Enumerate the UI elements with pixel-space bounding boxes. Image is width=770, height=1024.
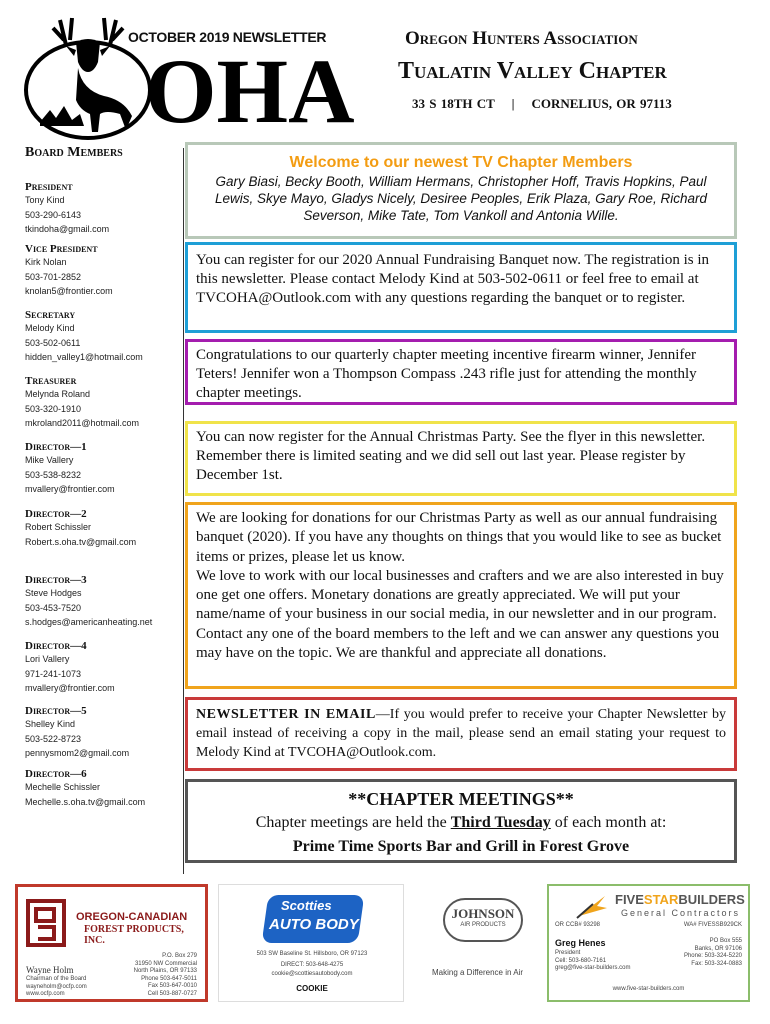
member-role: Vice President xyxy=(25,243,98,255)
member-name: Steve Hodges xyxy=(25,588,82,598)
fivestar-address-line: PO Box 555 xyxy=(709,938,742,944)
scotties-address: 503 SW Baseline St. Hillsboro, OR 97123 xyxy=(256,951,368,957)
member-role: Director—2 xyxy=(25,508,87,520)
donations-box xyxy=(185,502,737,689)
member-phone: 971-241-1073 xyxy=(25,668,82,679)
member-phone: 503-538-8232 xyxy=(25,469,82,480)
member-phone: 503-701-2852 xyxy=(25,271,82,282)
member-email[interactable]: mvallery@frontier.com xyxy=(25,484,115,494)
email-newsletter-box xyxy=(185,697,737,771)
logo-text: OHA xyxy=(145,40,355,142)
board-member xyxy=(25,508,195,549)
member-phone: 503-502-0611 xyxy=(25,337,81,348)
member-role: Director—5 xyxy=(25,705,87,717)
donations-paragraph-2: We love to work with our local businesses and crafters and we are also interested in buy one get one offers. Monetary donations are greatly appreciated. We will put your name/name of your business in our social media, in our newsletter and in our program. Contact any one of the board members to the left and we can answer any questions you may have on the topic. We are thankful and appreciate all donations. xyxy=(196,567,724,662)
scotties-contact: COOKIE xyxy=(296,984,328,993)
member-email[interactable]: knolan5@frontier.com xyxy=(25,286,113,296)
member-phone: 503-453-7520 xyxy=(25,602,82,613)
meetings-line-pre: Chapter meetings are held the xyxy=(255,814,451,831)
member-email[interactable]: Robert.s.oha.tv@gmail.com xyxy=(25,536,137,547)
member-role: President xyxy=(25,181,73,193)
fivestar-subtitle: General Contractors xyxy=(621,908,741,918)
johnson-tagline: Making a Difference in Air xyxy=(431,968,523,977)
member-phone: 503-522-8723 xyxy=(25,733,82,744)
member-name: Lori Vallery xyxy=(25,654,70,664)
oc-name-2: FOREST PRODUCTS, INC. xyxy=(84,924,184,946)
oc-address-line: North Plains, OR 97133 xyxy=(133,968,197,974)
welcome-box xyxy=(185,142,737,239)
fivestar-contact-name: Greg Henes xyxy=(555,938,606,948)
member-role: Director—3 xyxy=(25,574,87,586)
newsletter-date: OCTOBER 2019 NEWSLETTER xyxy=(128,29,327,45)
oc-address-line: P.O. Box 279 xyxy=(162,953,197,959)
chapter-address: 33 S 18TH CT | CORNELIUS, OR 97113 xyxy=(412,96,672,111)
sponsor-scotties xyxy=(218,884,404,1002)
winner-text: Congratulations to our quarterly chapter meeting incentive firearm winner, Jennifer Teters! Jennifer won a Thompson Compass .243 rifle just for attending the monthly chapter meetings. xyxy=(196,347,697,401)
meetings-place: Prime Time Sports Bar and Grill in Forest Grove xyxy=(292,838,630,855)
meetings-schedule xyxy=(196,811,726,835)
fivestar-address-line: Fax: 503-324-0883 xyxy=(691,960,742,967)
member-name: Kirk Nolan xyxy=(25,257,67,267)
fivestar-name-b: STAR xyxy=(643,892,679,907)
member-role: Director—6 xyxy=(25,768,87,780)
member-name: Melynda Roland xyxy=(25,389,91,399)
member-email[interactable]: s.hodges@americanheating.net xyxy=(25,617,153,627)
email-text: —If you would prefer to receive your Chapter Newsletter by email instead of receiving a copy in the mail, please send an email stating your request to Melody Kind at TVCOHA@Outlook.com. xyxy=(196,707,726,760)
board-member xyxy=(25,574,195,630)
member-name: Mechelle Schissler xyxy=(25,782,101,792)
board-member xyxy=(25,768,195,809)
member-role: Director—4 xyxy=(25,640,87,652)
fivestar-name-a: FIVE xyxy=(615,892,644,907)
member-email[interactable]: tkindoha@gmail.com xyxy=(25,224,110,234)
sponsor-johnson xyxy=(415,884,540,1002)
member-email[interactable]: pennysmom2@gmail.com xyxy=(25,748,130,758)
member-name: Tony Kind xyxy=(25,195,65,205)
fivestar-name xyxy=(615,892,745,907)
fivestar-logo-icon xyxy=(575,892,609,920)
meetings-title: **CHAPTER MEETINGS** xyxy=(348,789,574,809)
christmas-box xyxy=(185,421,737,496)
member-email[interactable]: hidden_valley1@hotmail.com xyxy=(25,352,143,362)
oc-address-line: Fax 503-647-0010 xyxy=(147,983,197,989)
sponsor-oregon-canadian xyxy=(15,884,208,1002)
oc-address-line: 31950 NW Commercial xyxy=(134,960,197,967)
fivestar-website: www.five-star-builders.com xyxy=(612,986,685,992)
oc-contact-line: Chairman of the Board xyxy=(26,976,87,982)
fivestar-contact-line: greg@five-star-builders.com xyxy=(555,965,631,971)
oc-logo-icon xyxy=(26,899,66,947)
oc-contact-lines xyxy=(26,976,87,999)
member-name: Melody Kind xyxy=(25,323,75,333)
oc-contact-name: Wayne Holm xyxy=(26,965,74,975)
member-role: Director—1 xyxy=(25,441,87,453)
scotties-email: cookie@scottiesautobody.com xyxy=(271,971,353,977)
board-member xyxy=(25,441,195,497)
johnson-name: JOHNSON xyxy=(451,906,515,921)
christmas-text: You can now register for the Annual Christmas Party. See the flyer in this newsletter. Remember there is limited seating and we did sell out last year. Please register by December 1st. xyxy=(196,429,706,483)
scotties-phone: DIRECT: 503-648-4275 xyxy=(280,962,344,968)
scotties-name-2: AUTO BODY xyxy=(269,916,359,933)
oc-contact-line: www.ocfp.com xyxy=(26,991,65,997)
sponsor-fivestar xyxy=(547,884,750,1002)
donations-paragraph-1: We are looking for donations for our Christmas Party as well as our annual fundraising banquet (2020). If you have any thoughts on things that you would like to see as bucket items or prizes, please let us know. xyxy=(196,510,722,565)
board-member xyxy=(25,705,195,761)
board-member xyxy=(25,243,195,299)
member-phone: 503-320-1910 xyxy=(25,403,82,414)
board-member xyxy=(25,375,195,431)
member-role: Secretary xyxy=(25,309,76,321)
new-members-list: Gary Biasi, Becky Booth, William Hermans, Christopher Hoff, Travis Hopkins, Paul Lewis, Skye Mayo, Gladys Nicely, Desiree Peoples, Erik Plaza, Gary Roe, Richard Severson, Mike Tate, Tom Vankoll and Antonia Wille. xyxy=(215,174,707,223)
banquet-text: You can register for our 2020 Annual Fundraising Banquet now. The registration is in this newsletter. Please contact Melody Kind at 503-502-0611 or feel free to email at TVCOHA@Outlook.com with any questions regarding the banquet or to register. xyxy=(196,252,709,306)
member-phone: 503-290-6143 xyxy=(25,209,82,220)
member-name: Shelley Kind xyxy=(25,719,76,729)
oc-name: OREGON-CANADIAN xyxy=(76,911,188,923)
fivestar-contact-lines xyxy=(555,950,630,973)
fivestar-ccb: OR CCB# 93298 xyxy=(555,922,601,928)
fivestar-contact-line: President xyxy=(555,950,581,956)
member-name: Robert Schissler xyxy=(25,522,92,532)
johnson-name-2: AIR PRODUCTS xyxy=(460,922,506,928)
welcome-title: Welcome to our newest TV Chapter Members xyxy=(289,154,633,171)
oc-address-line: Cell 503-887-0727 xyxy=(147,990,197,997)
fivestar-address-line: Banks, OR 97106 xyxy=(694,945,742,952)
member-email[interactable]: mkroland2011@hotmail.com xyxy=(25,418,140,428)
oc-address-line: Phone 503-647-5011 xyxy=(141,975,197,982)
chapter-name: Tualatin Valley Chapter xyxy=(398,58,667,84)
winner-box xyxy=(185,339,737,405)
fivestar-address-line: Phone: 503-324-5220 xyxy=(683,953,742,959)
scotties-name: Scotties xyxy=(281,898,332,913)
fivestar-name-c: BUILDERS xyxy=(678,892,745,907)
fivestar-address xyxy=(684,938,742,968)
org-name: Oregon Hunters Association xyxy=(405,28,638,49)
meetings-day: Third Tuesday xyxy=(450,814,551,831)
board-member xyxy=(25,181,195,237)
oc-contact-line: wayneholm@ocfp.com xyxy=(26,983,87,990)
email-lead: NEWSLETTER IN EMAIL xyxy=(196,707,376,722)
member-email[interactable]: mvallery@frontier.com xyxy=(25,683,115,693)
meetings-line-post: of each month at: xyxy=(550,814,667,831)
chapter-meetings-box xyxy=(185,779,737,863)
fivestar-contact-line: Cell: 503-680-7161 xyxy=(555,957,607,964)
sidebar-divider xyxy=(183,148,184,874)
fivestar-wa: WA# FIVESSB929CK xyxy=(683,922,742,928)
member-role: Treasurer xyxy=(25,375,77,387)
board-member xyxy=(25,640,195,696)
banquet-box xyxy=(185,242,737,333)
oc-address xyxy=(134,953,197,998)
board-title: Board Members xyxy=(25,145,123,160)
member-name: Mike Vallery xyxy=(25,455,74,465)
board-member xyxy=(25,309,195,365)
member-email[interactable]: Mechelle.s.oha.tv@gmail.com xyxy=(25,796,146,807)
